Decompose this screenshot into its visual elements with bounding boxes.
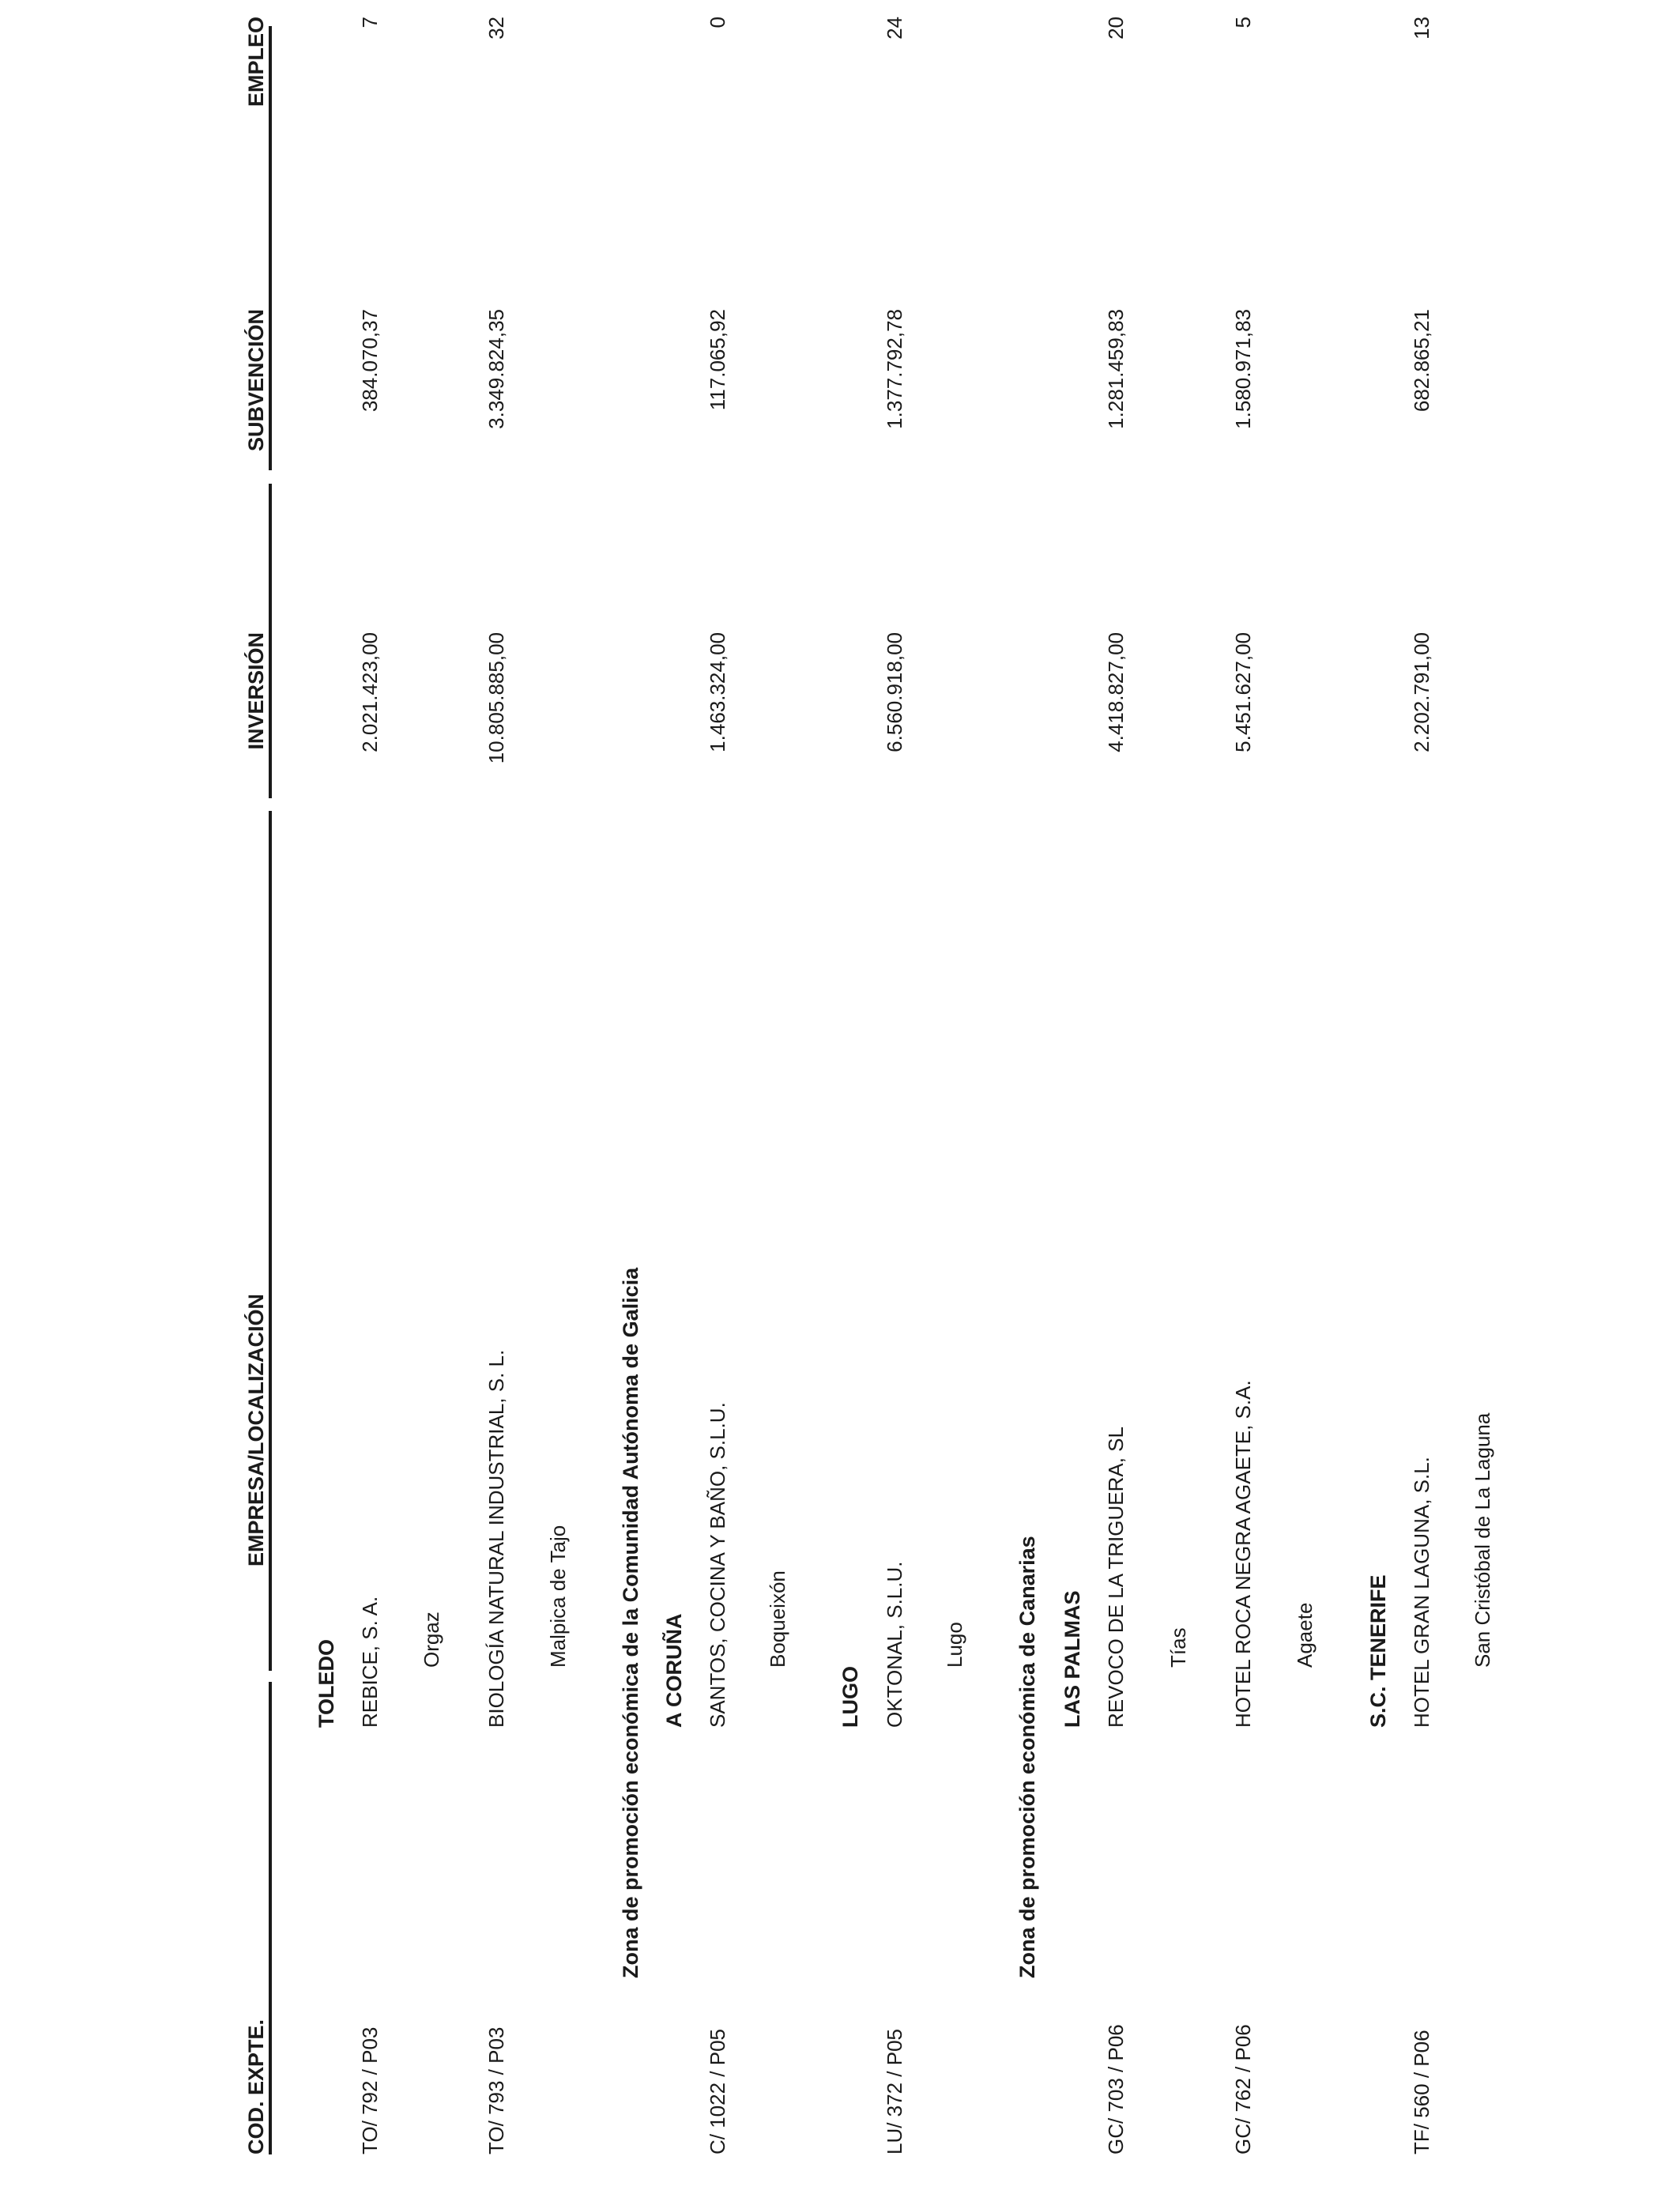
record-company: SANTOS, COCINA Y BAÑO, S.L.U. [706,1402,729,1728]
record-subvencion: 1.377.792,78 [883,309,906,429]
record-location: Lugo [943,1622,966,1668]
record-company: REBICE, S. A. [358,1596,382,1728]
record-inversion: 1.463.324,00 [706,632,729,752]
record-code: C/ 1022 / P05 [706,2029,729,2154]
header-rule-subvencion [269,139,272,470]
col-header-inversion: INVERSIÓN [244,632,268,750]
record-code: TF/ 560 / P06 [1410,2030,1433,2154]
record-location: Agaete [1293,1602,1317,1668]
record-subvencion: 3.349.824,35 [484,309,508,429]
record-company: OKTONAL, S.L.U. [883,1561,906,1728]
record-location: Tías [1166,1627,1190,1668]
record-subvencion: 1.281.459,83 [1104,309,1128,429]
record-location: Malpica de Tajo [546,1525,570,1668]
record-company: HOTEL ROCA NEGRA AGAETE, S.A. [1231,1380,1255,1728]
header-rule-inversion [269,484,272,798]
record-inversion: 10.805.885,00 [484,632,508,764]
record-company: REVOCO DE LA TRIGUERA, SL [1104,1427,1128,1728]
record-inversion: 2.021.423,00 [358,632,382,752]
record-subvencion: 117.065,92 [706,309,729,411]
province-heading: A CORUÑA [662,1613,686,1728]
header-rule-empleo [269,26,272,151]
zone-heading: Zona de promoción económica de la Comunidad Autónoma de Galicia [619,1267,642,1978]
record-subvencion: 682.865,21 [1410,309,1433,413]
col-header-empleo: EMPLEO [244,17,268,107]
province-heading: LAS PALMAS [1060,1590,1084,1728]
col-header-subvencion: SUBVENCIÓN [244,309,268,452]
record-inversion: 5.451.627,00 [1231,632,1255,752]
header-rule-cod [269,1682,272,2154]
record-inversion: 6.560.918,00 [883,632,906,752]
record-code: TO/ 793 / P03 [484,2026,508,2154]
record-subvencion: 1.580.971,83 [1231,309,1255,429]
col-header-empresa: EMPRESA/LOCALIZACIÓN [244,1293,268,1566]
record-subvencion: 384.070,37 [358,309,382,413]
record-empleo: 20 [1104,17,1128,40]
record-company: BIOLOGÍA NATURAL INDUSTRIAL, S. L. [484,1349,508,1728]
header-rule-empresa [269,811,272,1671]
province-heading: S.C. TENERIFE [1366,1574,1390,1728]
province-heading: LUGO [838,1666,862,1728]
record-code: LU/ 372 / P05 [883,2029,906,2154]
record-inversion: 4.418.827,00 [1104,632,1128,752]
col-header-cod: COD. EXPTE. [244,2019,268,2154]
record-location: Boqueixón [766,1570,789,1668]
record-company: HOTEL GRAN LAGUNA, S.L. [1410,1457,1433,1728]
record-location: San Cristóbal de La Laguna [1471,1412,1494,1668]
record-code: TO/ 792 / P03 [358,2026,382,2154]
record-inversion: 2.202.791,00 [1410,632,1433,752]
record-code: GC/ 703 / P06 [1104,2024,1128,2154]
record-empleo: 13 [1410,17,1433,40]
province-heading: TOLEDO [315,1638,338,1728]
record-empleo: 32 [484,17,508,40]
record-empleo: 0 [706,17,729,28]
zone-heading: Zona de promoción económica de Canarias [1015,1536,1039,1978]
record-empleo: 7 [358,17,382,28]
record-empleo: 5 [1231,17,1255,28]
record-empleo: 24 [883,17,906,40]
record-code: GC/ 762 / P06 [1231,2024,1255,2154]
record-location: Orgaz [420,1612,443,1668]
